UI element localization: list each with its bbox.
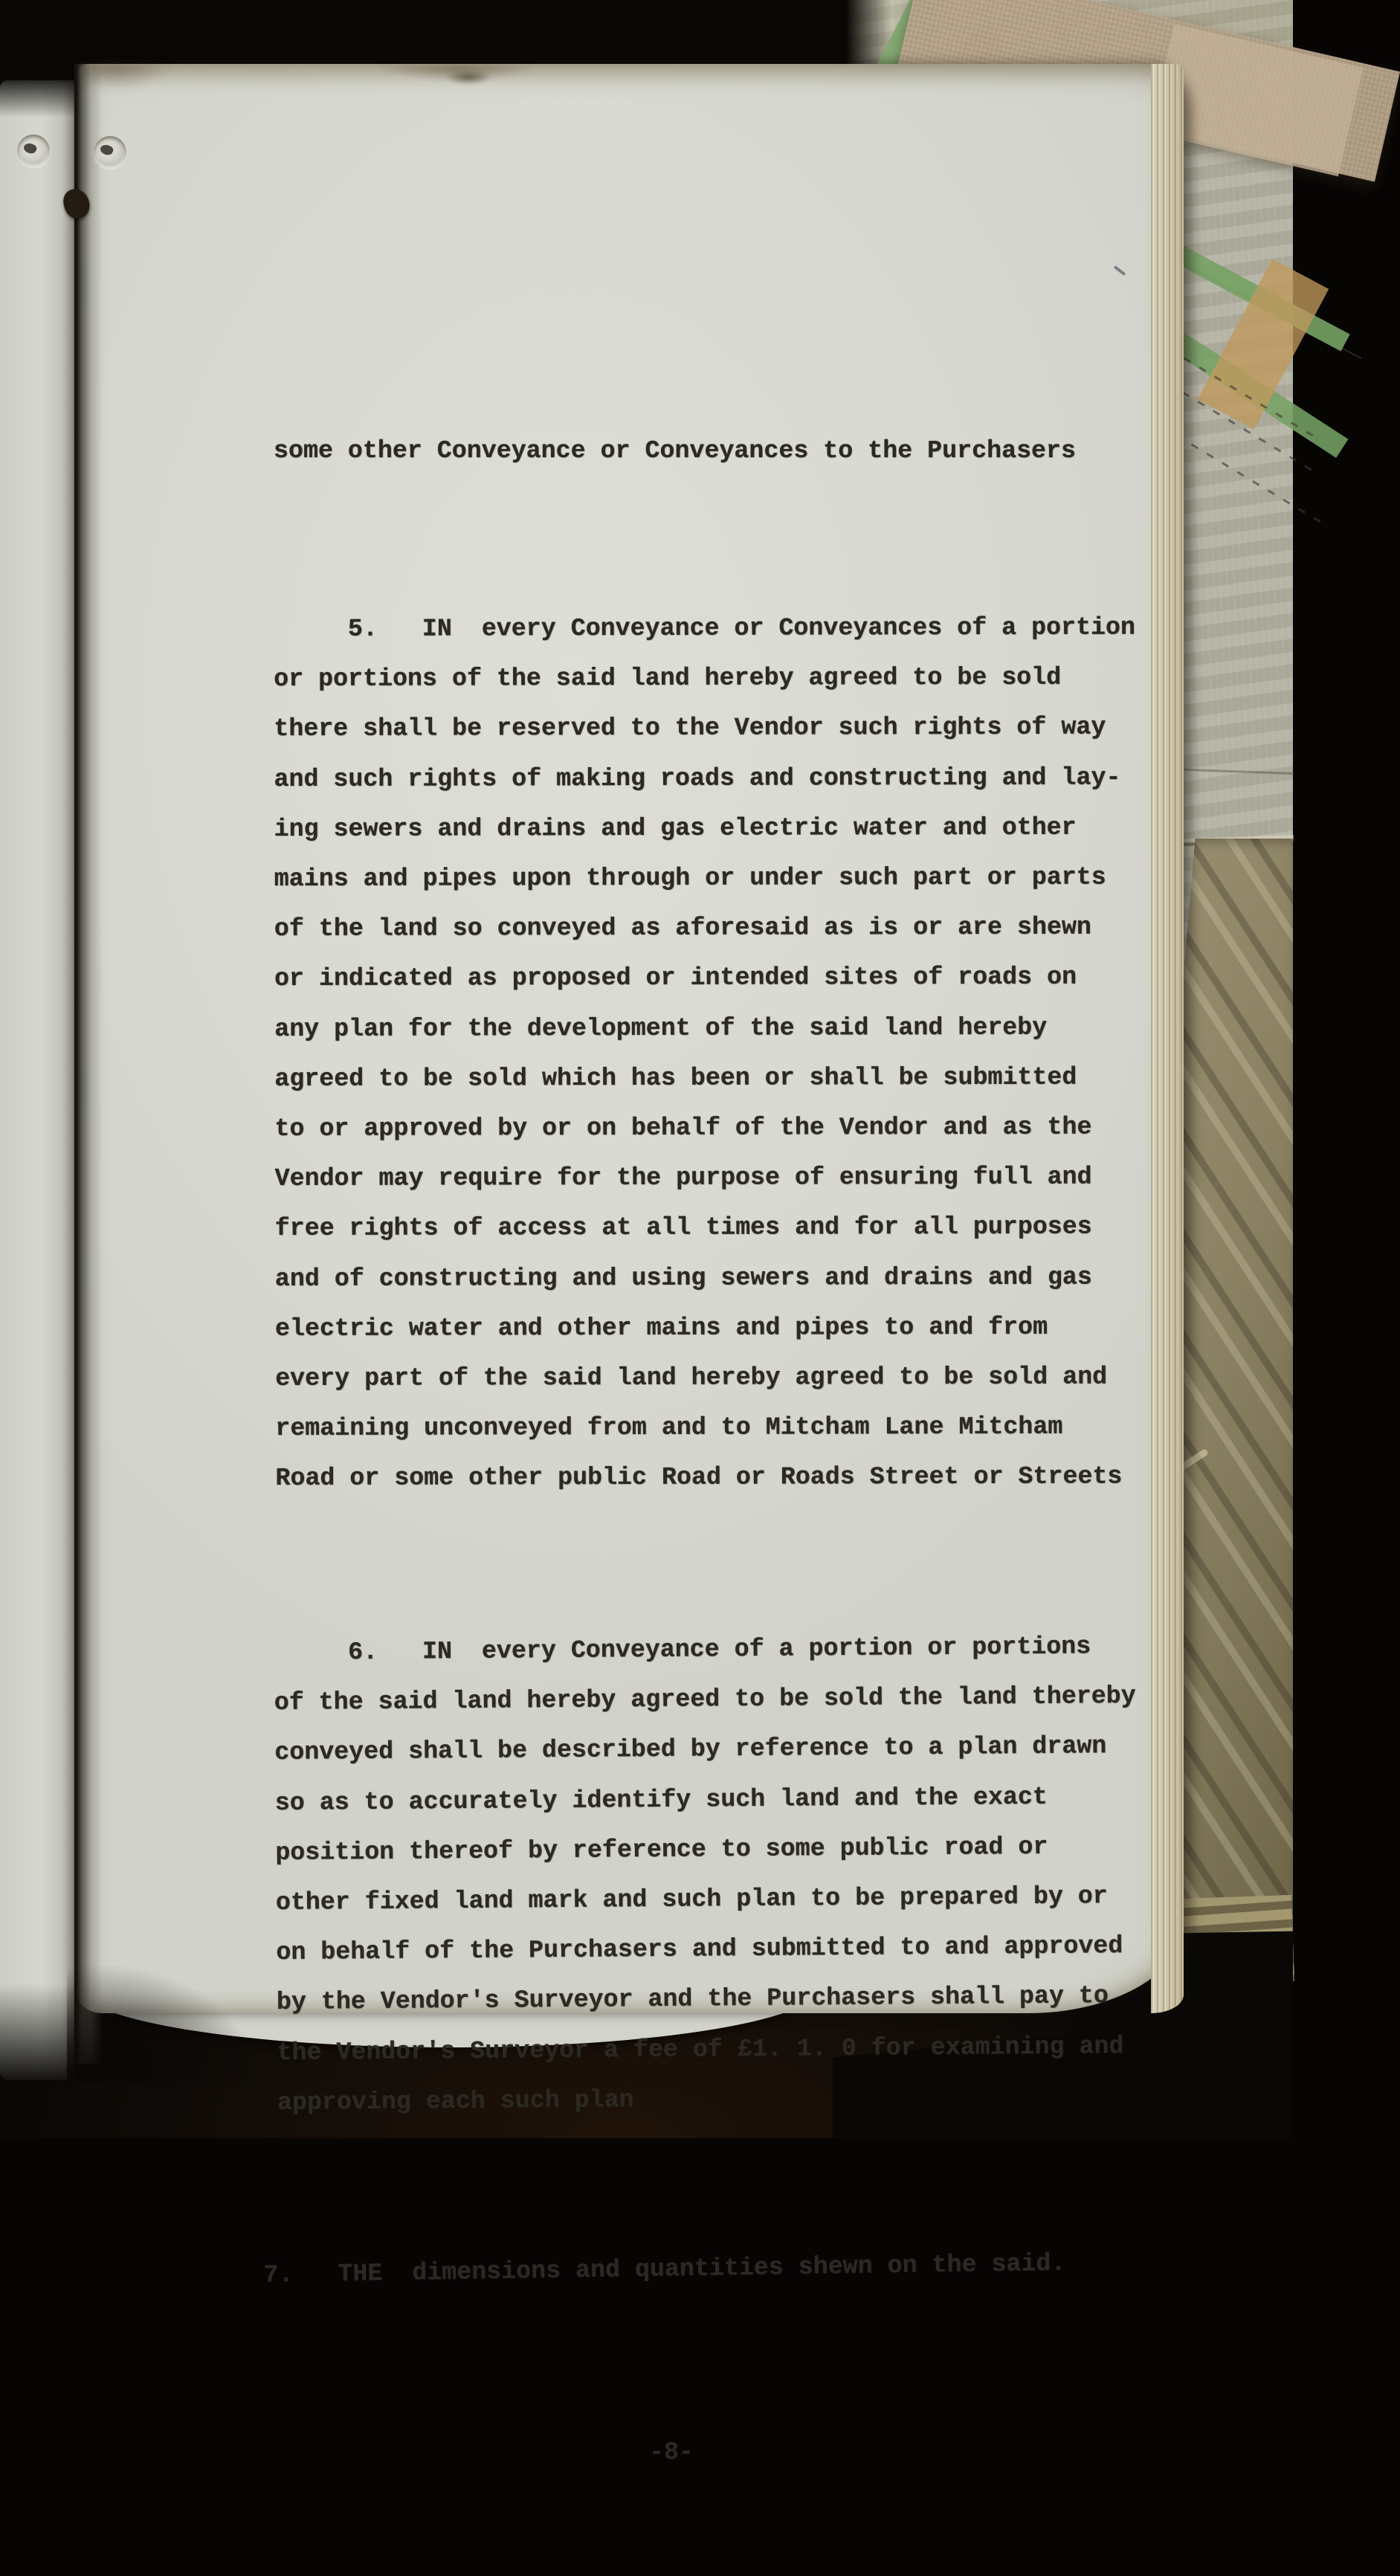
typewritten-text-column <box>263 326 1158 2576</box>
document-page <box>76 64 1184 2467</box>
text-line: of the said land hereby agreed to be sold the land thereby <box>274 1682 1136 1717</box>
text-line: to or approved by or on behalf of the Vendor and as the <box>274 1112 1092 1143</box>
binding-hole-tear <box>22 141 38 155</box>
text-line: ing sewers and drains and gas electric water and other <box>274 813 1077 843</box>
text-line: so as to accurately identify such land and the exact <box>274 1782 1048 1817</box>
gutter-top-stain <box>79 64 198 97</box>
text-line: any plan for the development of the said land hereby <box>274 1013 1048 1043</box>
clause-5 <box>274 603 1161 1504</box>
text-line: and of constructing and using sewers and drains and gas <box>274 1262 1092 1293</box>
text-line: 6. IN every Conveyance of a portion or portions <box>274 1632 1091 1668</box>
text-line: Road or some other public Road or Roads Street or Streets <box>275 1462 1123 1493</box>
text-line: by the Vendor's Surveyor and the Purchasers shall pay to <box>276 1981 1109 2017</box>
binding-hole-left <box>17 135 50 167</box>
text-line: agreed to be sold which has been or shall be submitted <box>274 1062 1077 1093</box>
text-line: 7. THE dimensions and quantities shewn on the said. <box>263 2248 1066 2289</box>
text-line: of the land so conveyed as aforesaid as is or are shewn <box>274 912 1091 943</box>
text-line: other fixed land mark and such plan to be prepared by or <box>275 1882 1108 1917</box>
text-line: conveyed shall be described by reference to a plan drawn <box>274 1731 1107 1767</box>
page-number: -8- <box>648 2438 694 2467</box>
continuation-line: some other Conveyance or Conveyances to the Purchasers <box>274 436 1076 465</box>
text-line: free rights of access at all times and for all purposes <box>274 1213 1092 1243</box>
gutter-bottom-shadow <box>67 1963 260 2082</box>
text-line: position thereof by reference to some public road or <box>275 1832 1048 1867</box>
text-line: 5. IN every Conveyance or Conveyances of a portion <box>274 613 1136 644</box>
text-line: or portions of the said land hereby agreed to be sold <box>274 663 1062 694</box>
text-line: remaining unconveyed from and to Mitcham Lane Mitcham <box>275 1413 1063 1443</box>
text-line: on behalf of the Purchasers and submitted to and approved <box>276 1931 1123 1967</box>
text-line: the Vendor's Surveyor a fee of £1. 1. 0 for examining and <box>277 2031 1124 2067</box>
binding-hole-tear <box>99 143 114 157</box>
text-line: Vendor may require for the purpose of ensuring full and <box>274 1162 1092 1193</box>
text-line: there shall be reserved to the Vendor such rights of way <box>274 713 1106 743</box>
clause-6 <box>274 1621 1162 2128</box>
text-line: and such rights of making roads and constructing and lay- <box>274 763 1121 793</box>
top-edge-stain-dark <box>445 70 492 85</box>
binding-hole-right <box>94 136 126 169</box>
text-line: electric water and other mains and pipes to and from <box>274 1312 1048 1343</box>
underlying-page-edge <box>0 80 76 2080</box>
text-line: every part of the said land hereby agreed to be sold and <box>275 1362 1108 1393</box>
text-line: mains and pipes upon through or under such part or parts <box>274 862 1106 894</box>
text-line: approving each such plan <box>277 2085 634 2117</box>
clause-7 <box>263 2237 1159 2300</box>
text-line: or indicated as proposed or intended sites of roads on <box>274 963 1077 993</box>
